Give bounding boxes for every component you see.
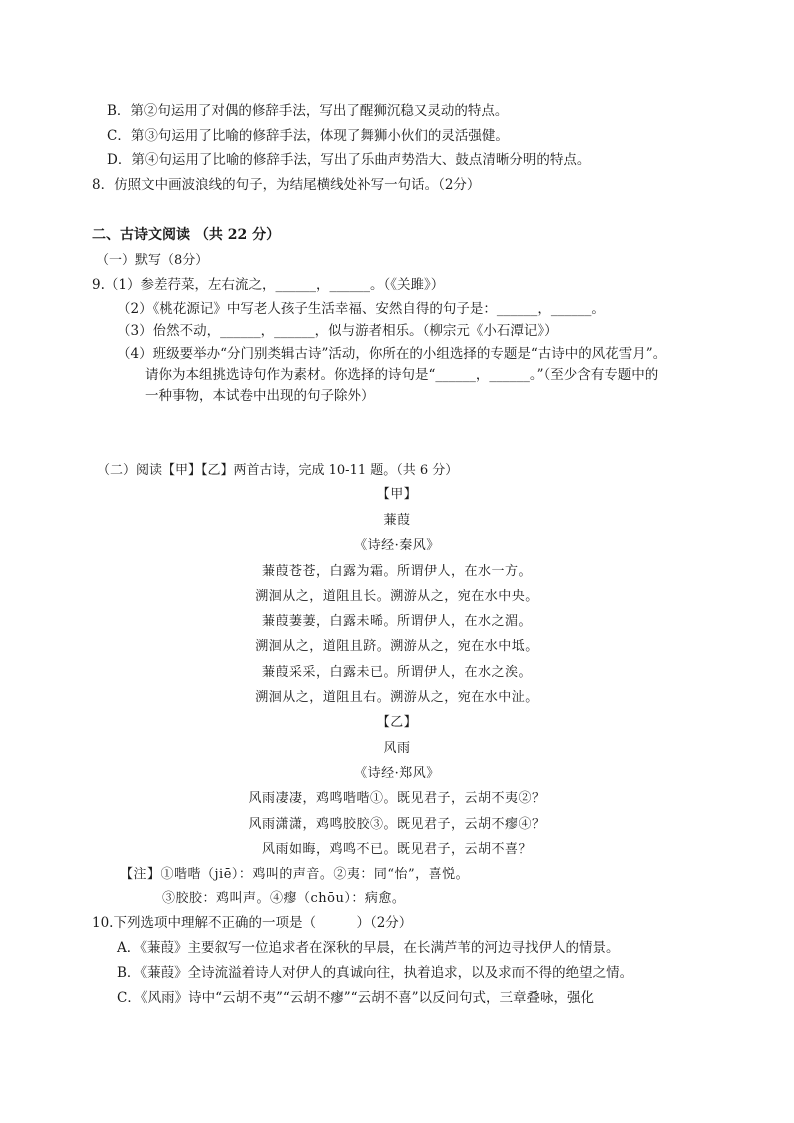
- notes-line1: 【注】①喈喈（jiē）：鸡叫的声音。②夷：同“怡”，喜悦。: [120, 867, 470, 882]
- poem-yi-line: 风雨潇潇，鸡鸣胶胶③。既见君子，云胡不瘳④？: [248, 817, 546, 832]
- notes-line2: ③胶胶：鸡叫声。④瘳（chōu）：病愈。: [162, 891, 406, 906]
- question-9-4-line2: 请你为本组挑选诗句作为素材。你选择的诗句是“______，______。”（至少含有专题中的: [145, 367, 659, 383]
- poem-jia-line: 溯洄从之，道阻且跻。溯游从之，宛在水中坻。: [255, 639, 539, 654]
- q7-option-b: B．第②句运用了对偶的修辞手法，写出了醒狮沉稳又灵动的特点。: [107, 103, 509, 119]
- poem-jia-line: 溯洄从之，道阻且长。溯游从之，宛在水中央。: [255, 589, 539, 604]
- question-9-4-line1: （4）班级要举办“分门别类辑古诗”活动，你所在的小组选择的专题是“古诗中的风花雪月”。: [117, 346, 667, 362]
- poem-yi-title: 风雨: [383, 741, 411, 756]
- question-10-option-b: B．《蒹葭》全诗流溢着诗人对伊人的真诚向往，执着追求，以及求而不得的绝望之情。: [117, 965, 634, 981]
- question-9-4-line3: 一种事物，本试卷中出现的句子除外）: [145, 388, 375, 404]
- q7-option-c: C．第③句运用了比喻的修辞手法，体现了舞狮小伙们的灵活强健。: [107, 128, 509, 144]
- question-9-1: 9.（1）参差荇菜，左右流之，______，______。（《关雎》）: [92, 277, 445, 293]
- poem-jia-source: 《诗经·秦风》: [354, 538, 440, 553]
- question-8: 8．仿照文中画波浪线的句子，为结尾横线处补写一句话。（2分）: [92, 177, 481, 193]
- q7-option-d: D．第④句运用了比喻的修辞手法，写出了乐曲声势浩大、鼓点清晰分明的特点。: [107, 152, 591, 168]
- poem-jia-line: 蒹葭萋萋，白露未晞。所谓伊人，在水之湄。: [261, 614, 532, 629]
- part-1-title: （一）默写（8分）: [96, 253, 209, 268]
- poem-yi-line: 风雨凄凄，鸡鸣喈喈①。既见君子，云胡不夷②？: [248, 791, 546, 806]
- question-9-3: （3）佁然不动，______，______，似与游者相乐。（柳宗元《小石潭记》）: [117, 323, 558, 339]
- poem-yi-label: 【乙】: [376, 715, 418, 730]
- part-2-title: （二）阅读【甲】【乙】两首古诗，完成 10-11 题。（共 6 分）: [97, 463, 459, 478]
- poem-jia-line: 蒹葭苍苍，白露为霜。所谓伊人，在水一方。: [261, 564, 532, 579]
- question-9-2: （2）《桃花源记》中写老人孩子生活幸福、安然自得的句子是：______，______。: [117, 301, 605, 317]
- question-10-stem: 10.下列选项中理解不正确的一项是（ ）（2分）: [92, 915, 413, 931]
- poem-jia-title: 蒹葭: [383, 513, 411, 528]
- poem-jia-line: 蒹葭采采，白露未已。所谓伊人，在水之涘。: [261, 665, 532, 680]
- question-10-option-a: A．《蒹葭》主要叙写一位追求者在深秋的早晨，在长满芦苇的河边寻找伊人的情景。: [117, 940, 620, 956]
- poem-jia-line: 溯洄从之，道阻且右。溯游从之，宛在水中沚。: [255, 690, 539, 705]
- poem-yi-line: 风雨如晦，鸡鸣不已。既见君子，云胡不喜？: [261, 842, 532, 857]
- poem-yi-source: 《诗经·郑风》: [354, 766, 440, 781]
- poem-jia-label: 【甲】: [376, 487, 418, 502]
- question-10-option-c: C．《风雨》诗中“云胡不夷”“云胡不瘳”“云胡不喜”以反问句式，三章叠咏，强化: [117, 990, 594, 1006]
- section-2-title: 二、古诗文阅读 （共 22 分）: [92, 227, 281, 243]
